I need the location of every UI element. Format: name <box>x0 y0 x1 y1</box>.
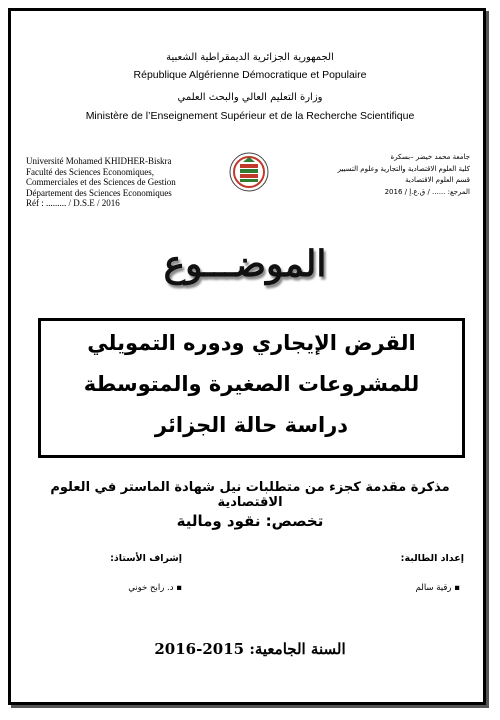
republic-french: République Algérienne Démocratique et Populaire <box>133 69 367 81</box>
ministry-french: Ministère de l’Enseignement Supérieur et de la Recherche Scientifique <box>85 110 415 122</box>
academic-year: السنة الجامعية: 2015-2016 <box>154 640 346 658</box>
supervisor-name: ▪ د. رابح خوني <box>128 583 182 593</box>
supervisor-label: إشراف الأستاذ: <box>110 553 182 564</box>
reference-ar: المرجع: ...... / ق.ع.إ / 2016 <box>384 187 470 196</box>
thesis-title-line-2: للمشروعات الصغيرة والمتوسطة <box>83 372 420 396</box>
reference-fr: Réf : ......... / D.S.E / 2016 <box>26 198 120 208</box>
thesis-title-line-3: دراسة حالة الجزائر <box>154 413 349 437</box>
ministry-arabic: وزارة التعليم العالي والبحث العلمي <box>177 92 323 103</box>
faculty-name-fr: Faculté des Sciences Economiques, <box>26 166 154 177</box>
department-name-fr: Département des Sciences Economiques <box>26 187 172 198</box>
faculty-name-fr-cont: Commerciales et des Sciences de Gestion <box>26 177 176 187</box>
university-name-ar: جامعة محمد خيضر –بسكرة <box>390 153 470 161</box>
university-logo <box>229 150 269 194</box>
student-name: ▪ رقية سالم <box>415 583 460 593</box>
republic-arabic: الجمهورية الجزائرية الديمقراطية الشعبية <box>166 52 334 63</box>
faculty-name-ar: كلية العلوم الاقتصادية والتجارية وعلوم التسيير <box>337 164 470 173</box>
topic-heading: الموضـــوع <box>163 243 327 285</box>
university-info-french <box>26 156 226 209</box>
thesis-title-line-1: القرض الإيجاري ودوره التمويلي <box>87 331 416 355</box>
department-name-ar: قسم العلوم الاقتصادية <box>405 176 470 184</box>
student-name-text: رقية سالم <box>415 583 452 593</box>
university-name-fr: Université Mohamed KHIDHER-Biskra <box>26 156 172 166</box>
student-label: إعداد الطالبة: <box>400 553 464 564</box>
thesis-title-box <box>38 318 465 458</box>
memo-description: مذكرة مقدمة كجزء من متطلبات نيل شهادة الماستر في العلوم الاقتصادية <box>50 480 450 510</box>
specialty: تخصص: نقود ومالية <box>176 512 324 530</box>
university-info-arabic <box>280 152 470 198</box>
supervisor-name-text: د. رابح خوني <box>128 583 174 593</box>
